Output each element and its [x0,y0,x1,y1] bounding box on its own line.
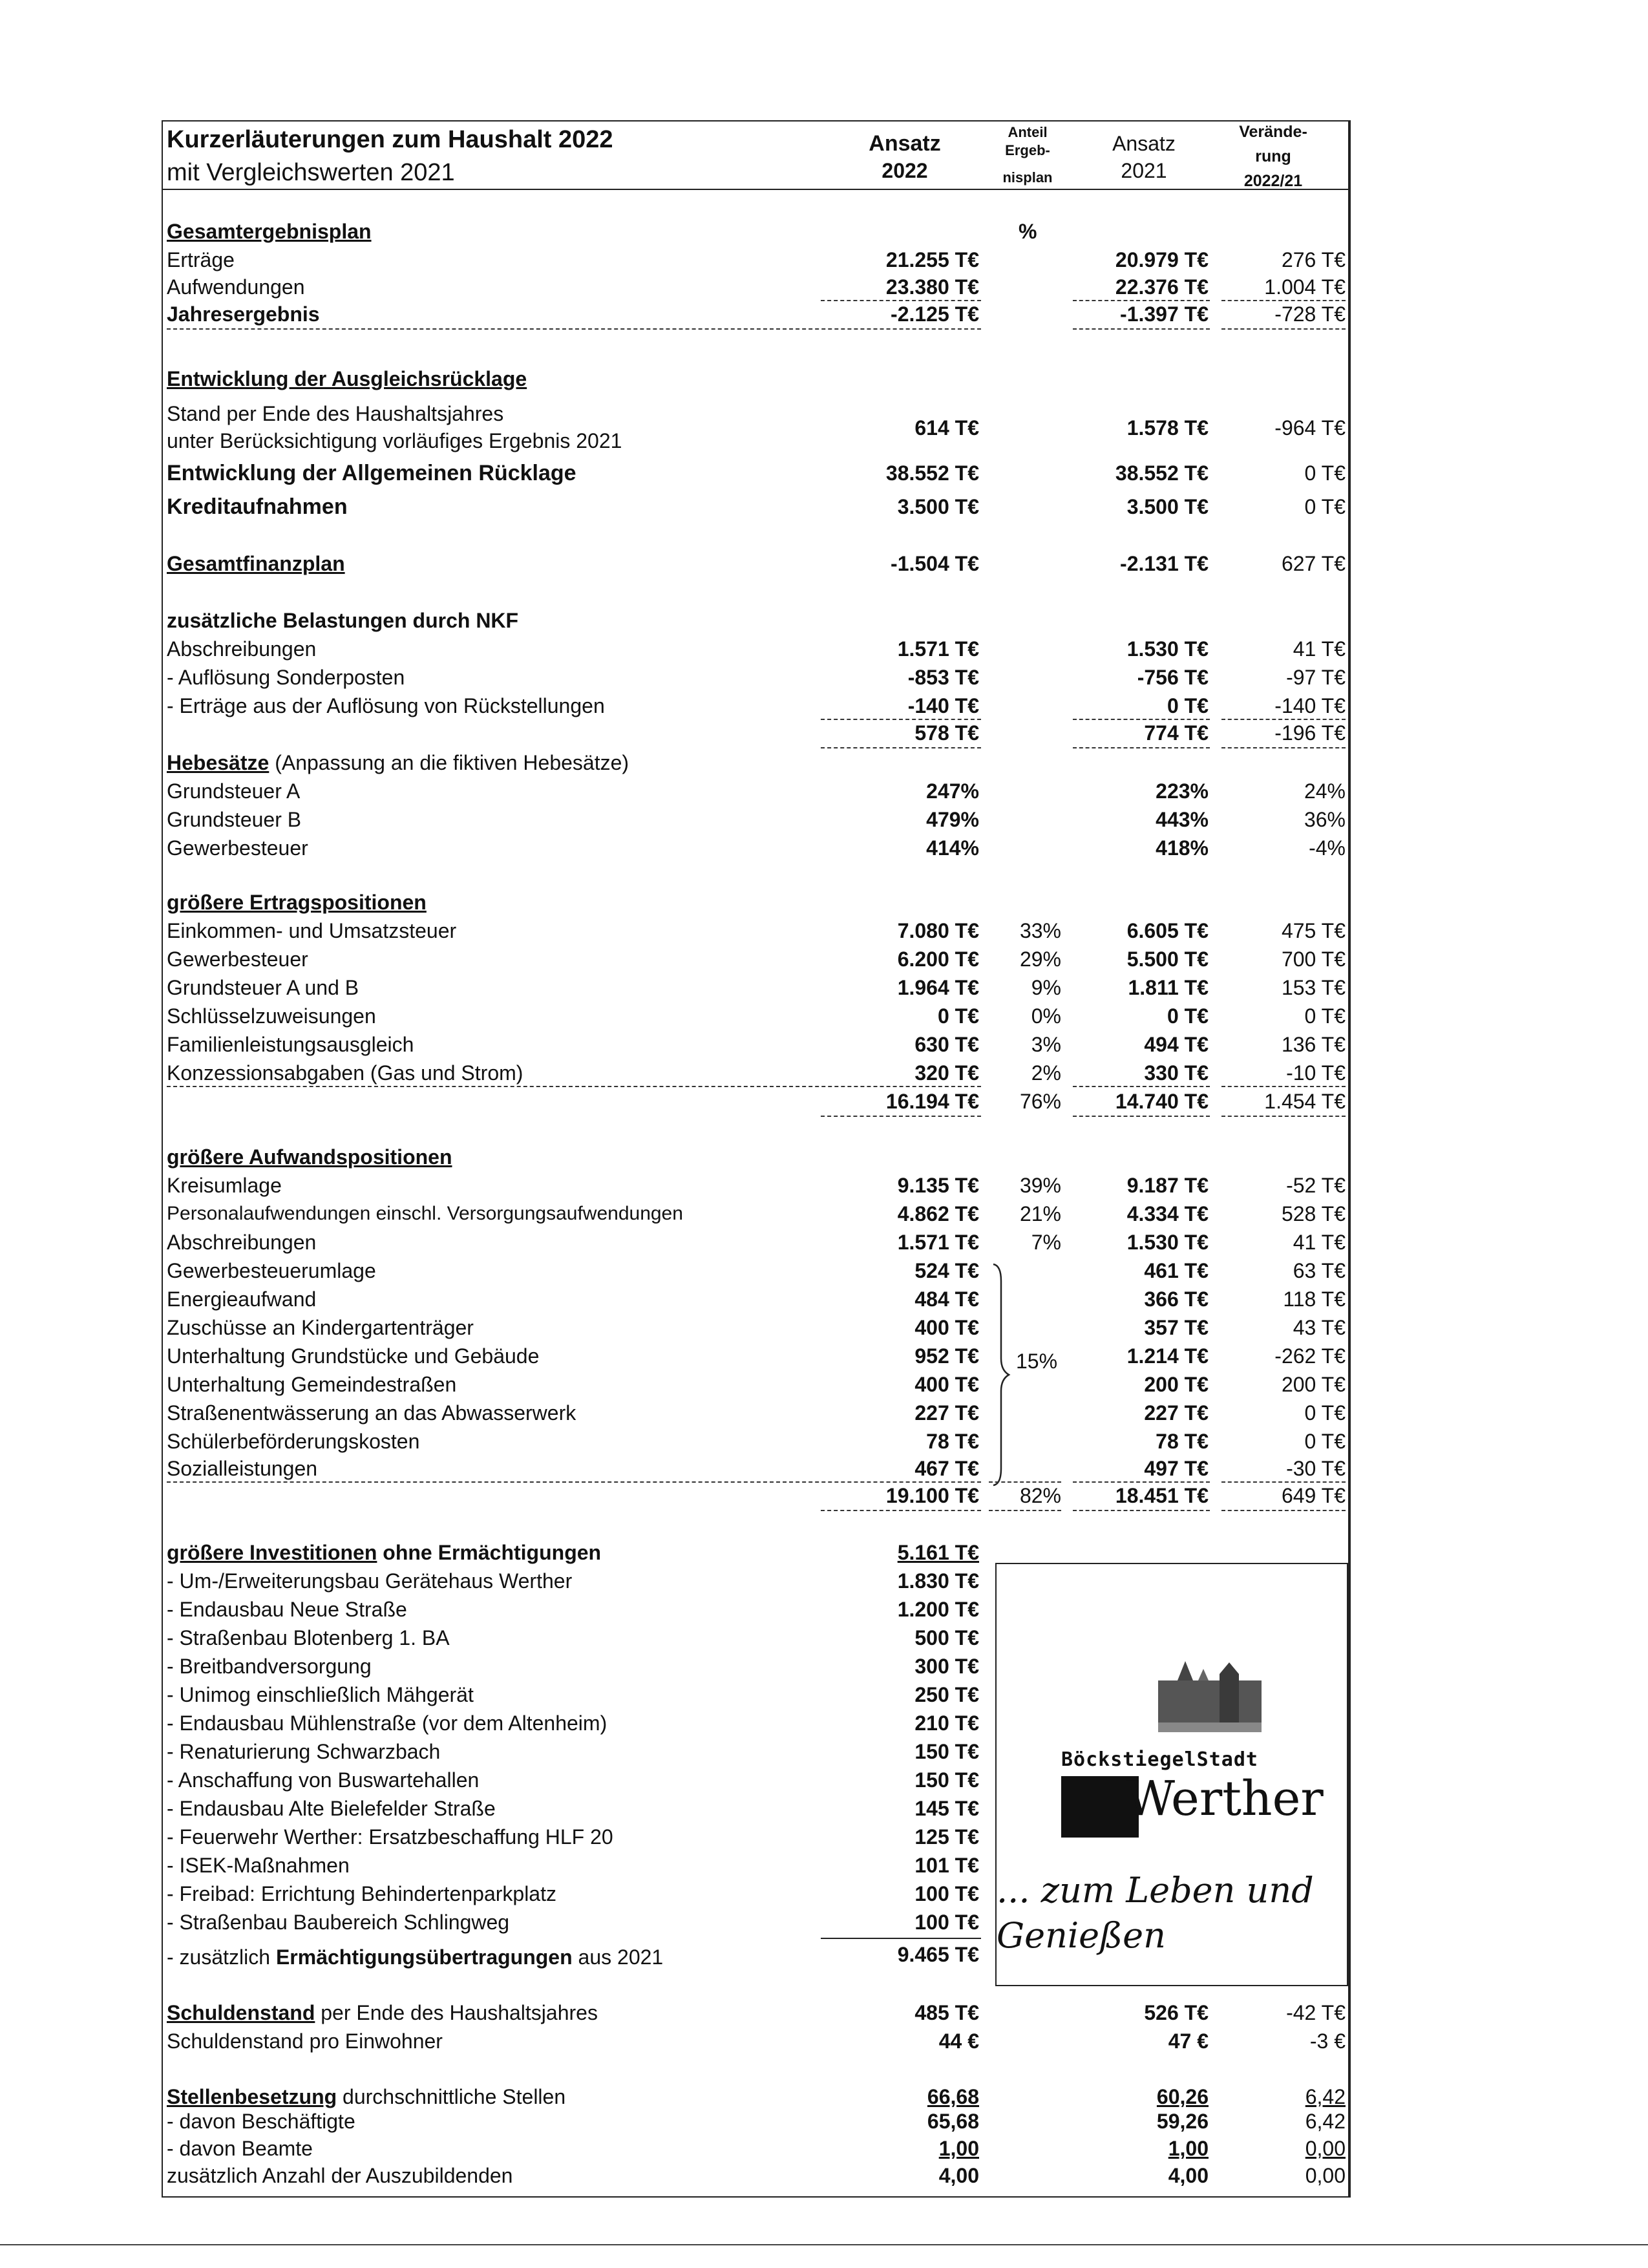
row-label: Personalaufwendungen einschl. Versorgungsaufwendungen [167,1203,683,1224]
row-label: - Auflösung Sonderposten [167,666,405,689]
invest-heading: größere Investitionen [167,1541,377,1564]
stellen-heading: Stellenbesetzung [167,2085,337,2108]
value-2022: 1,00 [938,2137,979,2160]
row-label: Straßenentwässerung an das Abwasserwerk [167,1401,576,1425]
invest-value: 250 T€ [914,1683,979,1706]
value-2022: 952 T€ [914,1344,979,1368]
value-change: 475 T€ [1281,919,1346,942]
value-2022: 78 T€ [926,1430,979,1453]
value-2022: 484 T€ [914,1288,979,1311]
value-change: -262 T€ [1274,1344,1346,1368]
value-2021: 443% [1156,808,1209,831]
value-2022: 7.080 T€ [897,919,979,942]
row-label: - davon Beamte [167,2137,313,2160]
row-label: Energieaufwand [167,1288,317,1311]
value-2022: -1.504 T€ [891,552,979,575]
value-change: 1.004 T€ [1264,275,1346,299]
value-change: 41 T€ [1293,637,1346,661]
section-stellenbesetzung [167,2084,565,2110]
row-label: Sozialleistungen [167,1457,318,1480]
value-change: 136 T€ [1281,1033,1346,1056]
value-change: 700 T€ [1281,948,1346,971]
sum-share: 76% [1019,1090,1061,1113]
invest-value: 150 T€ [914,1740,979,1763]
sum-rule [1221,1510,1346,1511]
row-label: Zuschüsse an Kindergartenträger [167,1316,474,1339]
value-2021: 47 € [1168,2030,1209,2053]
stellen-heading-suffix: durchschnittliche Stellen [337,2085,566,2108]
value-2022: 414% [926,836,979,860]
value-2022: 4,00 [938,2164,979,2187]
brace-share: 15% [1016,1350,1058,1373]
value-2021: 1.578 T€ [1126,416,1209,440]
invest-value: 100 T€ [914,1911,979,1934]
section-aufwandspositionen: größere Aufwandspositionen [167,1145,452,1169]
value-change: 6,42 [1305,2110,1346,2133]
invest-item: - Um-/Erweiterungsbau Gerätehaus Werther [167,1569,573,1593]
sheet-title: Kurzerläuterungen zum Haushalt 2022 [167,126,613,153]
sum-rule [1073,1086,1210,1087]
brace-bracket [992,1262,1018,1488]
invest-value: 210 T€ [914,1712,979,1735]
value-share: 9% [1031,976,1061,999]
row-label: zusätzlich Anzahl der Auszubildenden [167,2164,513,2187]
value-2021: 6.605 T€ [1126,919,1209,942]
value-2022: 1.964 T€ [897,976,979,999]
value-2022: 38.552 T€ [885,461,979,485]
value-change: 276 T€ [1281,248,1346,271]
invest-item: - Breitbandversorgung [167,1655,372,1678]
section-gesamtfinanzplan: Gesamtfinanzplan [167,552,345,575]
value-change: 153 T€ [1281,976,1346,999]
col-header-change-1: Verände- [1239,123,1307,141]
invest-item: - Renaturierung Schwarzbach [167,1740,441,1763]
invest-value: 100 T€ [914,1882,979,1905]
value-2021: -756 T€ [1137,666,1209,689]
row-label: - davon Beschäftigte [167,2110,355,2133]
header-rule [162,189,1348,190]
value-2021: 0 T€ [1167,694,1209,717]
value-2021: 461 T€ [1144,1259,1209,1282]
value-change: 0 T€ [1304,495,1346,518]
value-share: 2% [1031,1061,1061,1085]
row-label: Schülerbeförderungskosten [167,1430,420,1453]
section-ertragspositionen: größere Ertragspositionen [167,891,427,914]
value-change: 0 T€ [1304,1401,1346,1425]
value-change: 6,42 [1305,2085,1346,2108]
row-label: Grundsteuer B [167,808,302,831]
row-label: Schuldenstand pro Einwohner [167,2030,443,2053]
col-header-share-2: Ergeb- [1005,142,1050,158]
percent-label: % [1019,220,1037,243]
value-2021: -2.131 T€ [1120,552,1209,575]
section-gesamtergebnisplan: Gesamtergebnisplan [167,220,372,243]
row-label: Erträge [167,248,235,271]
sum-rule [1221,328,1346,330]
invest-item: - Anschaffung von Buswartehallen [167,1768,480,1792]
row-label: Kreisumlage [167,1174,282,1197]
value-2021: 1.811 T€ [1128,976,1209,999]
value-2021: 4,00 [1168,2164,1209,2187]
value-change: -97 T€ [1286,666,1346,689]
col-header-share-1: Anteil [1008,124,1048,140]
value-2021: 497 T€ [1144,1457,1209,1480]
value-change: -4% [1309,836,1346,860]
value-2021: 357 T€ [1144,1316,1209,1339]
row-label: Gewerbesteuer [167,836,308,860]
row-label: Stand per Ende des Haushaltsjahres [167,402,504,425]
invest-item: - Unimog einschließlich Mähgerät [167,1683,474,1706]
row-label: Schlüsselzuweisungen [167,1004,376,1028]
invest-value: 300 T€ [914,1655,979,1678]
sum-rule [167,328,981,330]
value-2021: 200 T€ [1144,1373,1209,1396]
sum-rule [1221,747,1346,748]
invest-extra [167,1944,663,1970]
sheet-subtitle: mit Vergleichswerten 2021 [167,159,455,186]
logo-town-prefix: BöckstiegelStadt [1061,1748,1258,1771]
value-2021: 3.500 T€ [1126,495,1209,518]
value-2021: 59,26 [1156,2110,1209,2133]
invest-extra-value: 9.465 T€ [897,1943,979,1966]
row-label: Abschreibungen [167,637,317,661]
value-2022: 247% [926,779,979,803]
value-2022: 1.571 T€ [897,637,979,661]
invest-item: - Endausbau Neue Straße [167,1598,407,1621]
value-change: 24% [1304,779,1346,803]
invest-heading-suffix: ohne Ermächtigungen [377,1541,602,1564]
value-2021: 22.376 T€ [1115,275,1209,299]
value-2021: 418% [1156,836,1209,860]
row-label: - Erträge aus der Auflösung von Rückstellungen [167,694,605,717]
value-2021: 1.530 T€ [1126,637,1209,661]
invest-total: 5.161 T€ [897,1541,979,1564]
value-change: -42 T€ [1286,2001,1346,2024]
value-2022: 1.571 T€ [897,1231,979,1254]
sum-rule [1221,1086,1346,1087]
value-2022: -853 T€ [907,666,979,689]
value-change: 0,00 [1305,2137,1346,2160]
value-2021: 227 T€ [1144,1401,1209,1425]
invest-value: 145 T€ [914,1797,979,1820]
value-2022: 524 T€ [914,1259,979,1282]
value-change: 0 T€ [1304,1430,1346,1453]
value-2022: 23.380 T€ [885,275,979,299]
value-share: 7% [1031,1231,1061,1254]
value-2022: 485 T€ [914,2001,979,2024]
sum-rule [1073,1116,1210,1117]
sum-rule [821,1510,981,1511]
sum-change: -196 T€ [1274,721,1346,745]
value-2021: 1.530 T€ [1126,1231,1209,1254]
sum-rule [1073,1510,1210,1511]
sum-2021: 18.451 T€ [1115,1484,1209,1507]
sum-rule [167,1086,981,1087]
row-label: Entwicklung der Allgemeinen Rücklage [167,461,576,485]
value-share: 39% [1019,1174,1061,1197]
sum-rule [821,747,981,748]
invest-extra-suffix: aus 2021 [572,1945,664,1969]
sum-rule [821,1938,981,1939]
row-label: Einkommen- und Umsatzsteuer [167,919,457,942]
value-2021: 223% [1156,779,1209,803]
invest-extra-bold: Ermächtigungsübertragungen [275,1945,573,1969]
sum-2022: 578 T€ [914,721,979,745]
sum-rule [1073,747,1210,748]
value-2022: 467 T€ [914,1457,979,1480]
value-change: 627 T€ [1281,552,1346,575]
value-2021: 38.552 T€ [1115,461,1209,485]
hebesaetze-note: (Anpassung an die fiktiven Hebesätze) [269,751,629,774]
value-2022: 400 T€ [914,1373,979,1396]
row-label: Gewerbesteuerumlage [167,1259,376,1282]
invest-value: 125 T€ [914,1825,979,1849]
col-header-ansatz-2022: Ansatz [869,131,941,156]
value-change: 200 T€ [1281,1373,1346,1396]
value-change: -728 T€ [1274,302,1346,326]
value-2021: -1.397 T€ [1120,302,1209,326]
logo-town-name: Werther [1126,1771,1324,1827]
value-2022: 479% [926,808,979,831]
sum-rule [821,1116,981,1117]
value-change: -140 T€ [1274,694,1346,717]
row-label: Grundsteuer A [167,779,301,803]
value-2021: 1.214 T€ [1126,1344,1209,1368]
page-bottom-rule [0,2244,1648,2245]
logo-slogan: ... zum Leben und Genießen [997,1870,1314,1956]
value-2022: 614 T€ [914,416,979,440]
invest-item: - Endausbau Mühlenstraße (vor dem Altenheim) [167,1712,607,1735]
value-change: -30 T€ [1286,1457,1346,1480]
invest-value: 1.830 T€ [897,1569,979,1593]
sum-change: 1.454 T€ [1264,1090,1346,1113]
invest-item: - Feuerwehr Werther: Ersatzbeschaffung HLF 20 [167,1825,613,1849]
sum-change: 649 T€ [1281,1484,1346,1507]
section-ausgleichsruecklage: Entwicklung der Ausgleichsrücklage [167,367,527,390]
section-nkf: zusätzliche Belastungen durch NKF [167,609,519,632]
value-2022: -140 T€ [907,694,979,717]
row-label: Familienleistungsausgleich [167,1033,414,1056]
value-change: 0,00 [1305,2164,1346,2187]
col-header-change-2: rung [1255,147,1291,165]
sum-2022: 19.100 T€ [885,1484,979,1507]
value-change: -52 T€ [1286,1174,1346,1197]
sum-rule [989,1510,1061,1511]
col-header-year-2022: 2022 [882,159,928,182]
value-change: 0 T€ [1304,461,1346,485]
schulden-heading: Schuldenstand [167,2001,315,2024]
sum-2022: 16.194 T€ [885,1090,979,1113]
sum-rule [1221,1116,1346,1117]
value-2021: 0 T€ [1167,1004,1209,1028]
value-change: -964 T€ [1274,416,1346,440]
value-2021: 78 T€ [1156,1430,1209,1453]
section-hebesaetze [167,750,629,776]
value-share: 29% [1019,948,1061,971]
invest-item: - Straßenbau Baubereich Schlingweg [167,1911,510,1934]
value-change: 43 T€ [1293,1316,1346,1339]
sum-2021: 774 T€ [1144,721,1209,745]
value-change: -3 € [1309,2030,1346,2053]
sum-rule [1073,328,1210,330]
value-2021: 494 T€ [1144,1033,1209,1056]
row-label: Konzessionsabgaben (Gas und Strom) [167,1061,523,1085]
row-label: unter Berücksichtigung vorläufiges Ergebnis 2021 [167,429,622,452]
value-change: 36% [1304,808,1346,831]
row-label: Jahresergebnis [167,302,320,326]
row-label: Gewerbesteuer [167,948,308,971]
row-label: Grundsteuer A und B [167,976,359,999]
value-2021: 366 T€ [1144,1288,1209,1311]
col-header-change-3: 2022/21 [1243,172,1303,190]
col-header-ansatz-2021: Ansatz [1112,132,1176,155]
value-change: 528 T€ [1281,1202,1346,1225]
value-2021: 330 T€ [1144,1061,1209,1085]
sum-2021: 14.740 T€ [1115,1090,1209,1113]
value-2022: 227 T€ [914,1401,979,1425]
invest-item: - ISEK-Maßnahmen [167,1854,350,1877]
value-2022: 630 T€ [914,1033,979,1056]
value-2022: 4.862 T€ [897,1202,979,1225]
value-2022: 320 T€ [914,1061,979,1085]
value-change: 118 T€ [1283,1288,1346,1311]
schulden-heading-suffix: per Ende des Haushaltsjahres [315,2001,598,2024]
invest-item: - Freibad: Errichtung Behindertenparkplatz [167,1882,556,1905]
value-2022: 21.255 T€ [885,248,979,271]
row-label: Unterhaltung Grundstücke und Gebäude [167,1344,540,1368]
invest-item: - Endausbau Alte Bielefelder Straße [167,1797,496,1820]
invest-value: 500 T€ [914,1626,979,1649]
row-label: Abschreibungen [167,1231,317,1254]
value-2021: 20.979 T€ [1115,248,1209,271]
value-2022: 3.500 T€ [897,495,979,518]
value-share: 21% [1019,1202,1061,1225]
value-2022: 66,68 [927,2085,979,2108]
value-2021: 526 T€ [1144,2001,1209,2024]
value-share: 33% [1019,919,1061,942]
sum-share: 82% [1019,1484,1061,1507]
town-logo [995,1563,1348,1986]
value-change: 63 T€ [1293,1259,1346,1282]
value-2022: 400 T€ [914,1316,979,1339]
value-2022: 44 € [938,2030,979,2053]
value-2021: 60,26 [1156,2085,1209,2108]
invest-extra-prefix: - zusätzlich [167,1945,276,1969]
church-skyline-icon [1158,1661,1262,1732]
value-2022: 0 T€ [937,1004,979,1028]
row-label: Unterhaltung Gemeindestraßen [167,1373,457,1396]
col-header-year-2021: 2021 [1121,159,1167,182]
row-label: Kreditaufnahmen [167,494,348,519]
value-change: 0 T€ [1304,1004,1346,1028]
col-header-share-3: nisplan [1002,169,1053,185]
value-change: -10 T€ [1286,1061,1346,1085]
row-label: Aufwendungen [167,275,305,299]
value-2021: 9.187 T€ [1126,1174,1209,1197]
value-share: 0% [1031,1004,1061,1028]
value-2021: 1,00 [1168,2137,1209,2160]
invest-item: - Straßenbau Blotenberg 1. BA [167,1626,450,1649]
value-2022: -2.125 T€ [891,302,979,326]
section-schuldenstand [167,2000,598,2026]
value-change: 41 T€ [1293,1231,1346,1254]
invest-value: 101 T€ [914,1854,979,1877]
section-investitionen [167,1540,601,1565]
invest-value: 1.200 T€ [897,1598,979,1621]
invest-value: 150 T€ [914,1768,979,1792]
hebesaetze-heading: Hebesätze [167,751,269,774]
value-2021: 5.500 T€ [1126,948,1209,971]
value-2021: 4.334 T€ [1126,1202,1209,1225]
value-2022: 6.200 T€ [897,948,979,971]
value-2022: 9.135 T€ [897,1174,979,1197]
value-2022: 65,68 [927,2110,979,2133]
value-share: 3% [1031,1033,1061,1056]
right-border [1348,120,1349,2198]
